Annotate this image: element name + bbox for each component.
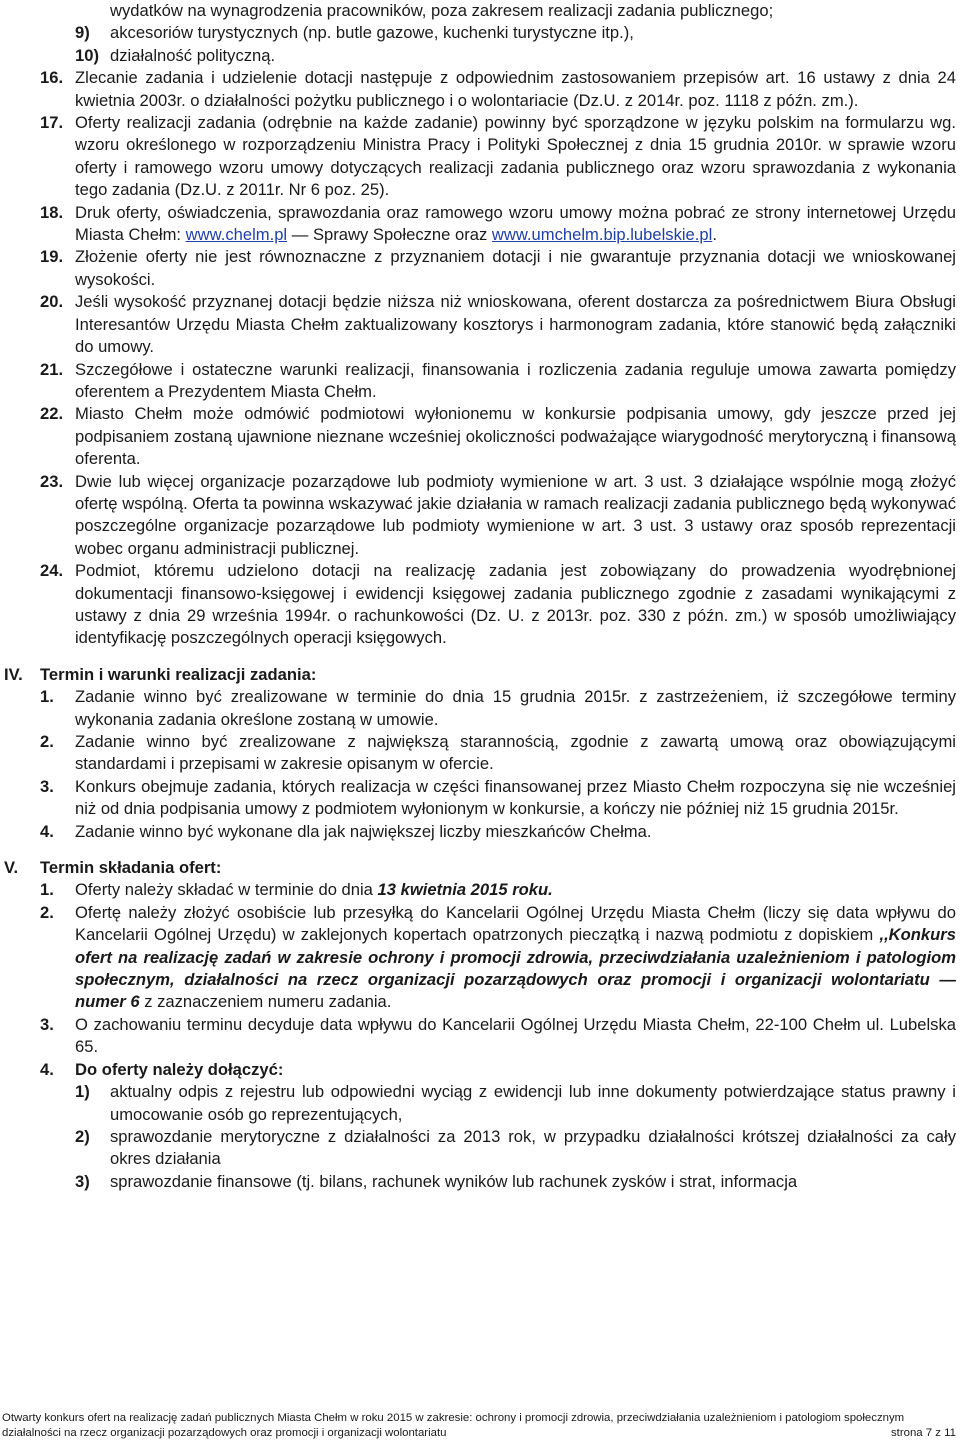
section-title: Termin i warunki realizacji zadania:: [40, 664, 317, 684]
document-body: [4, 0, 956, 1193]
paragraph-18-text-b: — Sprawy Społeczne oraz: [291, 225, 488, 245]
paragraph-text: Oferty realizacji zadania (odrębnie na każde zadanie) powinny być sporządzone w języku polskim na formularzu wg. wzoru określonego w rozporządzeniu Ministra Pracy i Polityki Społecznej z dnia 15 grudnia 2010r. w sprawie wzoru oferty i ramowego wzoru umowy dotyczących realizacji zadania publicznego oraz wzoru sprawozdania z wykonania tego zadania (Dz.U. z 2011r. Nr 6 poz. 25).: [75, 113, 956, 200]
footer-line-2-row: [2, 1426, 956, 1441]
continuation-line: wydatków na wynagrodzenia pracowników, poza zakresem realizacji zadania publicznego;: [110, 1, 774, 20]
section-title: Termin składania ofert:: [40, 858, 222, 878]
item-number: 1.: [40, 687, 54, 707]
section-heading-iv: [4, 664, 956, 686]
paragraph-text: Dwie lub więcej organizacje pozarządowe lub podmioty wymienione w art. 3 ust. 3 działające wspólnie mogą złożyć ofertę wspólną. Oferta ta powinna wskazywać jakie działania w ramach realizacji zadania publicznego będą wykonywać poszczególne organizacje pozarządowe lub podmioty wymienione w art. 3 ust. 3 ustawy oraz sposób reprezentacji wobec organu administracji publicznej.: [75, 471, 956, 558]
paragraph-18-text-c: .: [712, 225, 717, 245]
item-number: 4.: [40, 1059, 54, 1079]
paragraph-number: 17.: [40, 113, 64, 133]
page-footer: [2, 1411, 956, 1441]
list-item: [75, 45, 956, 67]
item-text: sprawozdanie merytoryczne z działalności za 2013 rok, w przypadku działalności krótszej działalności za cały okres działania: [110, 1126, 956, 1169]
paragraph-number: 23.: [40, 471, 64, 491]
item-text: sprawozdanie finansowe (tj. bilans, rachunek wyników lub rachunek zysków i strat, informacja: [110, 1171, 798, 1191]
attachments-list: [40, 1081, 956, 1193]
paragraph-number: 18.: [40, 202, 64, 222]
item-text: Konkurs obejmuje zadania, których realizacja w części finansowanej przez Miasto Chełm rozpoczyna się nie wcześniej niż od dnia podpisania umowy z podmiotem wyłonionym w konkursie, a kończy nie później niż 15 grudnia 2015r.: [75, 776, 956, 819]
section-iv-item: [40, 821, 956, 843]
submission-text-end: z zaznaczeniem numeru zadania.: [144, 992, 392, 1012]
section-number: IV.: [4, 664, 23, 684]
item-number: 2.: [40, 902, 54, 922]
bip-website-link[interactable]: www.umchelm.bip.lubelskie.pl: [491, 225, 713, 245]
item-text: działalność polityczną.: [110, 45, 276, 65]
item-number: 2.: [40, 732, 54, 751]
paragraph-19: [40, 246, 956, 291]
paragraph-number: 16.: [40, 68, 64, 88]
item-text: Zadanie winno być zrealizowane z największą starannością, zgodnie z zawartą umową oraz obowiązującymi standardami i przepisami w zakresie opisanym w ofercie.: [75, 732, 956, 774]
item-number: 2): [75, 1126, 90, 1146]
section-number: V.: [4, 858, 19, 878]
paragraph-22: [40, 403, 956, 470]
paragraph-number: 21.: [40, 359, 64, 379]
section-heading-v: [4, 857, 956, 879]
item-text: O zachowaniu terminu decyduje data wpływu do Kancelarii Ogólnej Urzędu Miasta Chełm, 22-100 Chełm ul. Lubelska 65.: [75, 1014, 956, 1057]
attachment-item: [75, 1126, 956, 1171]
item-text: akcesoriów turystycznych (np. butle gazowe, kuchenki turystyczne itp.),: [110, 23, 634, 43]
item-number: 3.: [40, 776, 54, 796]
section-v-item-4: [40, 1059, 956, 1081]
paragraph-number: 22.: [40, 404, 64, 424]
section-v-item-1: [40, 879, 956, 901]
item-number: 3.: [40, 1014, 54, 1034]
paragraph-number: 20.: [40, 292, 64, 312]
section-v-item-3: [40, 1014, 956, 1059]
deadline-text: Oferty należy składać w terminie do dnia: [75, 880, 373, 900]
paragraph-23: [40, 471, 956, 561]
item-text: [75, 879, 956, 901]
item-number: 1): [75, 1082, 90, 1102]
section-iv-item: [40, 686, 956, 731]
item-text: Zadanie winno być wykonane dla jak największej liczby mieszkańców Chełma.: [75, 821, 652, 841]
item-number: 1.: [40, 880, 54, 900]
item-number: 9): [75, 23, 90, 43]
section-iv-item: [40, 731, 956, 776]
chelm-website-link[interactable]: www.chelm.pl: [185, 225, 288, 245]
paragraph-text: Miasto Chełm może odmówić podmiotowi wyłonionemu w konkursie podpisania umowy, gdy jeszcze przed jej podpisaniem zostaną ujawnione nieznane wcześniej okoliczności podważające wiarygodność merytoryczną i finansową oferenta.: [75, 404, 956, 469]
section-iv-list: [40, 686, 956, 843]
paragraph-text: Szczegółowe i ostateczne warunki realizacji, finansowania i rozliczenia zadania reguluje umowa zawarta pomiędzy oferentem a Prezydentem Miasta Chełm.: [75, 359, 956, 401]
section-v-item-2: [40, 902, 956, 1014]
section-iv-item: [40, 776, 956, 821]
footer-line-1: Otwarty konkurs ofert na realizację zadań publicznych Miasta Chełm w roku 2015 w zakresie: ochrony i promocji zdrowia, przeciwdziałania uzależnieniom i patologiom społecznym: [2, 1412, 905, 1424]
paragraph-text: Jeśli wysokość przyznanej dotacji będzie niższa niż wnioskowana, oferent dostarcza za pośrednictwem Biura Obsługi Interesantów Urzędu Miasta Chełm zaktualizowany kosztorys i harmonogram zadania, które stanowić będą załączniki do umowy.: [75, 292, 956, 357]
paragraph-16: [40, 67, 956, 112]
item-number: 3): [75, 1171, 90, 1191]
page-number: strona 7 z 11: [890, 1427, 956, 1439]
paragraph-18: [40, 202, 956, 247]
paragraph-24: [40, 560, 956, 650]
footer-line-2: działalności na rzecz organizacji pozarządowych oraz promocji i organizacji wolontariatu: [2, 1427, 447, 1439]
item-number: 4.: [40, 821, 54, 841]
item-text: aktualny odpis z rejestru lub odpowiedni wyciąg z ewidencji lub inne dokumenty potwierdzające status prawny i umocowanie osób go reprezentujących,: [110, 1082, 956, 1124]
list-item: [75, 22, 956, 44]
deadline-date: 13 kwietnia 2015 roku.: [377, 880, 553, 900]
attachment-item: [75, 1081, 956, 1126]
paragraph-18-text-a: Druk oferty, oświadczenia, sprawozdania oraz ramowego wzoru umowy można pobrać ze strony internetowej Urzędu Miasta Chełm:: [75, 202, 956, 245]
paragraph-21: [40, 359, 956, 404]
item-number: 10): [75, 45, 99, 65]
item-text: [75, 902, 956, 1014]
paragraph-number: 24.: [40, 561, 64, 581]
item-text: Do oferty należy dołączyć:: [75, 1059, 284, 1079]
paragraph-number: 19.: [40, 247, 64, 267]
submission-text: Ofertę należy złożyć osobiście lub przesyłką do Kancelarii Ogólnej Urzędu Miasta Chełm (liczy się data wpływu do Kancelarii Ogólnej Urzędu) w zaklejonych kopertach opatrzonych pieczątką i nazwą podmiotu z dopiskiem: [75, 902, 956, 945]
item-text: Zadanie winno być zrealizowane w terminie do dnia 15 grudnia 2015r. z zastrzeżeniem, iż szczegółowe terminy wykonania zadania określone zostaną w umowie.: [75, 687, 956, 729]
attachment-item: [75, 1171, 956, 1193]
paragraph-text: Podmiot, któremu udzielono dotacji na realizację zadania jest zobowiązany do prowadzenia wyodrębnionej dokumentacji finansowo-księgowej i ewidencji księgowej zadania publicznego zgodnie z zasadami wynikającymi z ustawy z dnia 29 września 1994r. o rachunkowości (Dz. U. z 2013r. poz. 330 z późn. zm.) w sposób umożliwiający identyfikację poszczególnych operacji księgowych.: [75, 561, 956, 648]
paragraph-text: [75, 202, 956, 247]
paragraph-text: Zlecanie zadania i udzielenie dotacji następuje z odpowiednim zastosowaniem przepisów art. 16 ustawy z dnia 24 kwietnia 2003r. o działalności pożytku publicznego i o wolontariacie (Dz.U. z 2014r. poz. 1118 z późn. zm.).: [75, 68, 956, 110]
paragraph-17: [40, 112, 956, 202]
envelope-annotation: ,,Konkurs ofert na realizację zadań w zakresie ochrony i promocji zdrowia, przeciwdziałania uzależnieniom i patologiom społecznym, działalności na rzecz organizacji pozarządowych oraz promocji i organizacji wolontariatu — numer 6: [75, 925, 956, 1012]
paragraph-text: Złożenie oferty nie jest równoznaczne z przyznaniem dotacji i nie gwarantuje przyznania dotacji we wnioskowanej wysokości.: [75, 247, 956, 289]
paragraph-20: [40, 291, 956, 358]
